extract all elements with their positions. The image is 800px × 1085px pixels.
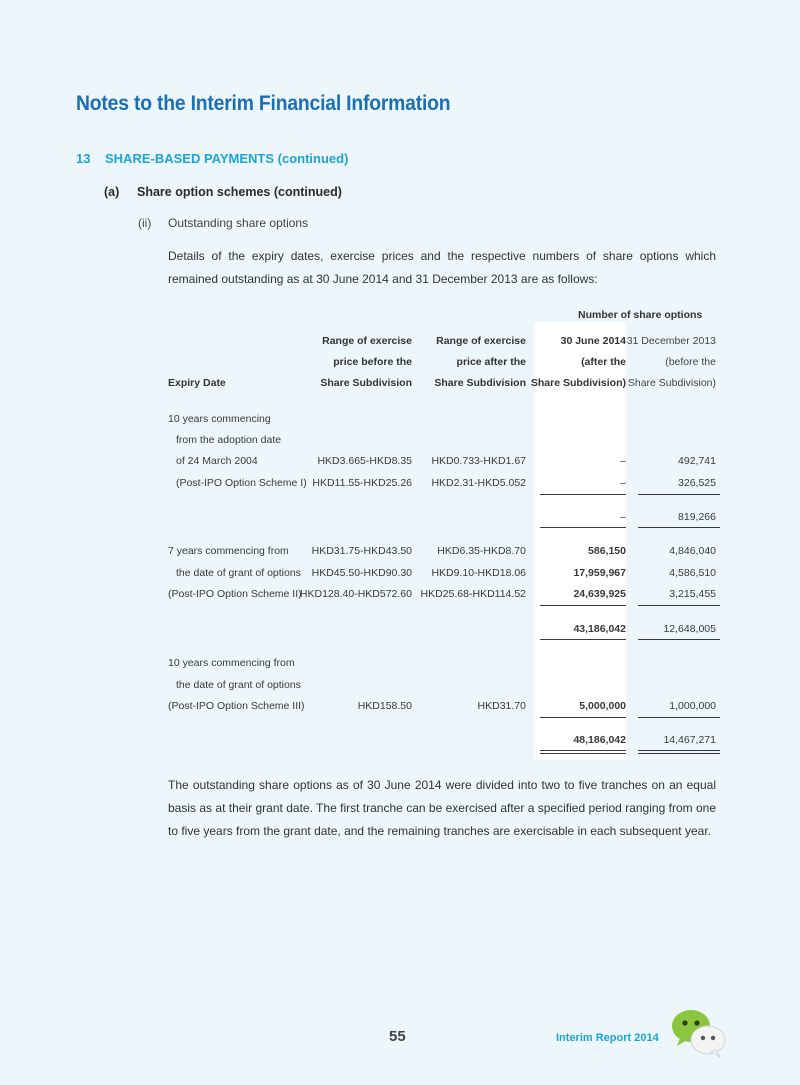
scheme1-row2-jun: – <box>620 477 626 489</box>
total-dec-rule-2 <box>638 753 720 754</box>
header-after-line3: Share Subdivision <box>434 377 526 389</box>
scheme2-row1-after: HKD6.35-HKD8.70 <box>437 545 526 557</box>
scheme2-row1-before: HKD31.75-HKD43.50 <box>311 545 412 557</box>
wechat-logo-icon <box>668 1002 728 1062</box>
scheme2-row1-jun: 586,150 <box>588 545 626 557</box>
subsubsection-heading <box>138 216 308 230</box>
closing-paragraph: The outstanding share options as of 30 June 2014 were divided into two to five tranches on an equal basis as at their grant date. The first tranche can be exercised after a specified period ranging from one to five years from the grant date, and the remaining tranches are exercisable in each subsequent year. <box>168 778 716 838</box>
scheme2-desc-line2: the date of grant of options <box>176 567 301 579</box>
scheme1-row2-after: HKD2.31-HKD5.052 <box>431 477 526 489</box>
header-jun-line2: (after the <box>581 356 626 368</box>
scheme2-subtotal-dec: 12,648,005 <box>663 623 716 635</box>
share-options-table <box>168 300 724 760</box>
scheme1-dec-rule <box>638 494 720 495</box>
header-dec-line2: (before the <box>665 356 716 368</box>
header-dec-line1: 31 December 2013 <box>626 335 716 347</box>
scheme2-row2-dec: 4,586,510 <box>669 567 716 579</box>
scheme1-desc-line4: (Post-IPO Option Scheme I) <box>176 477 307 489</box>
scheme2-dec-rule <box>638 605 720 606</box>
total-jun-rule-2 <box>540 753 626 754</box>
scheme2-jun-end-rule <box>540 639 626 640</box>
header-jun-line1: 30 June 2014 <box>560 335 626 347</box>
scheme3-jun-rule <box>540 717 626 718</box>
subsubsection-title: Outstanding share options <box>168 216 309 230</box>
scheme3-row1-dec: 1,000,000 <box>669 700 716 712</box>
scheme3-desc-line2: the date of grant of options <box>176 679 301 691</box>
scheme3-dec-rule <box>638 717 720 718</box>
scheme2-desc-line1: 7 years commencing from <box>168 545 289 557</box>
header-jun-line3: Share Subdivision) <box>530 377 626 389</box>
scheme3-desc-line1: 10 years commencing from <box>168 657 295 669</box>
scheme1-dec-end-rule <box>638 527 720 528</box>
scheme3-row1-after: HKD31.70 <box>477 700 526 712</box>
scheme1-row1-before: HKD3.665-HKD8.35 <box>317 455 412 467</box>
total-jun-rule-1 <box>540 750 626 751</box>
section-heading <box>76 151 348 166</box>
scheme2-row1-dec: 4,846,040 <box>669 545 716 557</box>
scheme3-row1-before: HKD158.50 <box>357 700 412 712</box>
scheme2-row3-jun: 24,639,925 <box>573 588 626 600</box>
scheme1-desc-line2: from the adoption date <box>176 434 282 446</box>
report-name: Interim Report 2014 <box>556 1032 659 1044</box>
scheme1-row1-jun: – <box>620 455 626 467</box>
header-after-line1: Range of exercise <box>436 335 526 347</box>
intro-paragraph: Details of the expiry dates, exercise prices and the respective numbers of share options which remained outstanding as at 30 June 2014 and 31 December 2013 are as follows: <box>168 249 716 286</box>
total-dec-rule-1 <box>638 750 720 751</box>
scheme1-row2-dec: 326,525 <box>678 477 716 489</box>
header-expiry-date: Expiry Date <box>168 377 226 389</box>
total-dec: 14,467,271 <box>663 734 716 746</box>
scheme2-row3-dec: 3,215,455 <box>669 588 716 600</box>
scheme2-row2-jun: 17,959,967 <box>573 567 626 579</box>
scheme1-subtotal-dec: 819,266 <box>678 511 716 523</box>
scheme1-subtotal-jun: – <box>620 511 626 523</box>
header-after-line2: price after the <box>456 356 526 368</box>
scheme1-desc-line1: 10 years commencing <box>168 413 271 425</box>
scheme1-jun-rule <box>540 494 626 495</box>
section-title: SHARE-BASED PAYMENTS (continued) <box>105 151 349 166</box>
scheme3-desc-line3: (Post-IPO Option Scheme III) <box>168 700 305 712</box>
scheme1-desc-line3: of 24 March 2004 <box>176 455 258 467</box>
page-title: Notes to the Interim Financial Information <box>76 92 451 115</box>
scheme2-row2-after: HKD9.10-HKD18.06 <box>431 567 526 579</box>
scheme2-row2-before: HKD45.50-HKD90.30 <box>311 567 412 579</box>
subsection-number: (a) <box>104 185 120 199</box>
scheme2-subtotal-jun: 43,186,042 <box>573 623 626 635</box>
scheme2-jun-rule <box>540 605 626 606</box>
header-dec-line3: Share Subdivision) <box>627 377 716 389</box>
scheme1-row1-dec: 492,741 <box>678 455 716 467</box>
total-jun: 48,186,042 <box>573 734 626 746</box>
subsection-title: Share option schemes (continued) <box>137 185 342 199</box>
scheme2-row3-after: HKD25.68-HKD114.52 <box>420 588 526 600</box>
scheme2-desc-line3: (Post-IPO Option Scheme II) <box>168 588 302 600</box>
scheme1-jun-end-rule <box>540 527 626 528</box>
page-number: 55 <box>389 1028 406 1045</box>
scheme3-row1-jun: 5,000,000 <box>579 700 626 712</box>
subsubsection-number: (ii) <box>138 216 152 230</box>
header-before-line2: price before the <box>333 356 412 368</box>
scheme1-row2-before: HKD11.55-HKD25.26 <box>312 477 412 489</box>
scheme2-dec-end-rule <box>638 639 720 640</box>
group-header: Number of share options <box>578 309 703 321</box>
header-before-line3: Share Subdivision <box>320 377 412 389</box>
scheme2-row3-before: HKD128.40-HKD572.60 <box>299 588 412 600</box>
scheme1-row1-after: HKD0.733-HKD1.67 <box>431 455 526 467</box>
subsection-heading <box>104 185 342 199</box>
section-number: 13 <box>76 151 91 166</box>
header-before-line1: Range of exercise <box>322 335 412 347</box>
